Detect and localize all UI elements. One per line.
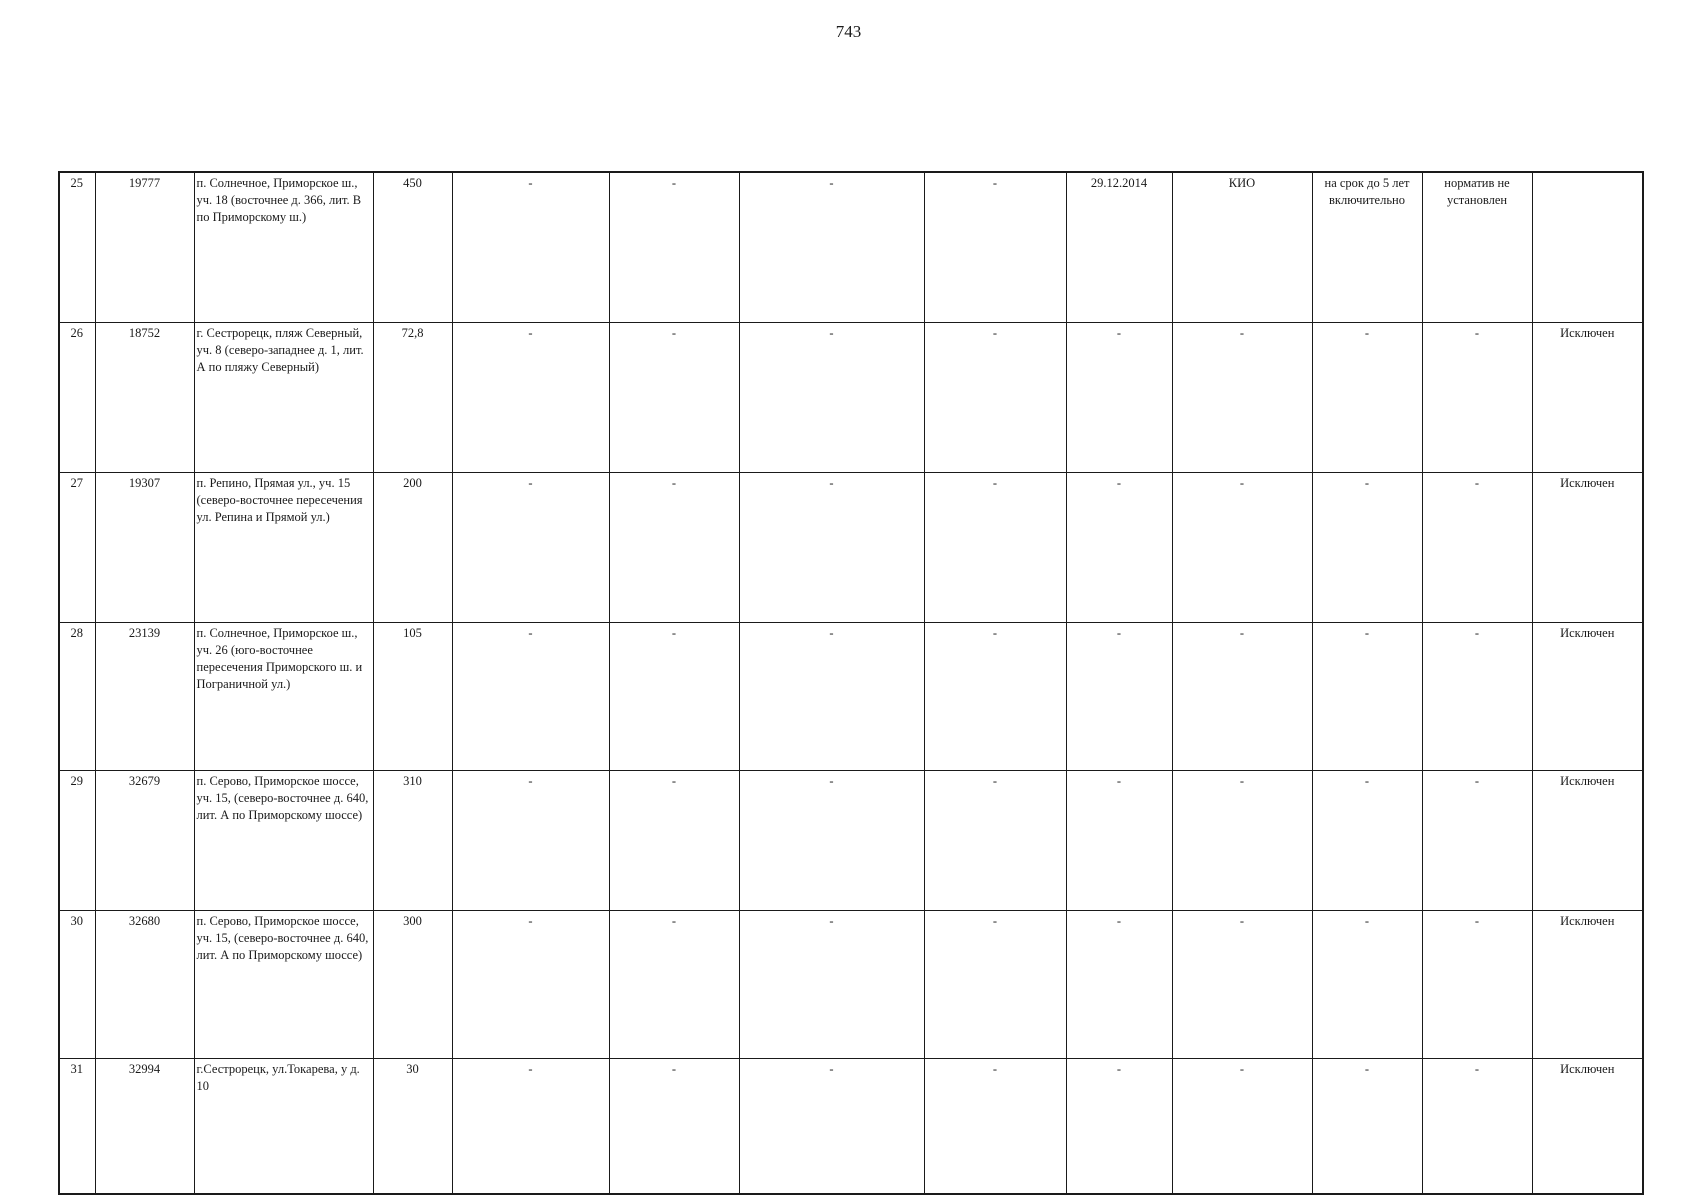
cell-col7: -	[739, 172, 924, 322]
norm: норматив не установлен	[1422, 172, 1532, 322]
row-number: 26	[59, 322, 95, 472]
cell-col8: -	[924, 1058, 1066, 1194]
area: 30	[373, 1058, 452, 1194]
table-row	[59, 172, 1643, 322]
table-row	[59, 1058, 1643, 1194]
cell-col5: -	[452, 172, 609, 322]
norm: -	[1422, 622, 1532, 770]
cell-col7: -	[739, 322, 924, 472]
cell-col7: -	[739, 472, 924, 622]
address: г.Сестрорецк, ул.Токарева, у д. 10	[194, 1058, 373, 1194]
table-row	[59, 322, 1643, 472]
cell-col6: -	[609, 322, 739, 472]
cell-col7: -	[739, 622, 924, 770]
area: 200	[373, 472, 452, 622]
cell-col7: -	[739, 910, 924, 1058]
organization: -	[1172, 770, 1312, 910]
object-id: 23139	[95, 622, 194, 770]
norm: -	[1422, 1058, 1532, 1194]
table-row	[59, 770, 1643, 910]
cell-col8: -	[924, 770, 1066, 910]
area: 300	[373, 910, 452, 1058]
cell-col6: -	[609, 1058, 739, 1194]
row-number: 30	[59, 910, 95, 1058]
term: -	[1312, 910, 1422, 1058]
address: п. Солнечное, Приморское ш., уч. 26 (юго-восточнее пересечения Приморского ш. и Пограничной ул.)	[194, 622, 373, 770]
row-number: 27	[59, 472, 95, 622]
norm: -	[1422, 910, 1532, 1058]
norm: -	[1422, 322, 1532, 472]
address: п. Солнечное, Приморское ш., уч. 18 (восточнее д. 366, лит. В по Приморскому ш.)	[194, 172, 373, 322]
cell-col5: -	[452, 770, 609, 910]
object-id: 18752	[95, 322, 194, 472]
cell-col6: -	[609, 910, 739, 1058]
cell-col6: -	[609, 172, 739, 322]
row-number: 28	[59, 622, 95, 770]
organization: -	[1172, 472, 1312, 622]
cell-col6: -	[609, 770, 739, 910]
term: на срок до 5 лет включительно	[1312, 172, 1422, 322]
area: 72,8	[373, 322, 452, 472]
status: Исключен	[1532, 322, 1643, 472]
row-number: 25	[59, 172, 95, 322]
object-id: 19777	[95, 172, 194, 322]
address: п. Серово, Приморское шоссе, уч. 15, (северо-восточнее д. 640, лит. А по Приморскому шоссе)	[194, 770, 373, 910]
status: Исключен	[1532, 472, 1643, 622]
cell-col5: -	[452, 1058, 609, 1194]
status: Исключен	[1532, 910, 1643, 1058]
status: Исключен	[1532, 1058, 1643, 1194]
area: 450	[373, 172, 452, 322]
status: Исключен	[1532, 770, 1643, 910]
address: п. Серово, Приморское шоссе, уч. 15, (северо-восточнее д. 640, лит. А по Приморскому шоссе)	[194, 910, 373, 1058]
cell-col8: -	[924, 622, 1066, 770]
cell-col5: -	[452, 622, 609, 770]
date: -	[1066, 770, 1172, 910]
cell-col7: -	[739, 770, 924, 910]
norm: -	[1422, 770, 1532, 910]
organization: КИО	[1172, 172, 1312, 322]
object-id: 32679	[95, 770, 194, 910]
status: Исключен	[1532, 622, 1643, 770]
cell-col8: -	[924, 172, 1066, 322]
term: -	[1312, 622, 1422, 770]
organization: -	[1172, 622, 1312, 770]
date: -	[1066, 1058, 1172, 1194]
organization: -	[1172, 322, 1312, 472]
norm: -	[1422, 472, 1532, 622]
object-id: 32680	[95, 910, 194, 1058]
cell-col6: -	[609, 622, 739, 770]
cell-col8: -	[924, 472, 1066, 622]
date: -	[1066, 322, 1172, 472]
date: -	[1066, 472, 1172, 622]
organization: -	[1172, 910, 1312, 1058]
organization: -	[1172, 1058, 1312, 1194]
row-number: 31	[59, 1058, 95, 1194]
object-id: 19307	[95, 472, 194, 622]
cell-col8: -	[924, 910, 1066, 1058]
page-number: 743	[835, 22, 862, 41]
object-id: 32994	[95, 1058, 194, 1194]
term: -	[1312, 472, 1422, 622]
cell-col6: -	[609, 472, 739, 622]
cell-col5: -	[452, 472, 609, 622]
date: -	[1066, 622, 1172, 770]
date: 29.12.2014	[1066, 172, 1172, 322]
date: -	[1066, 910, 1172, 1058]
status	[1532, 172, 1643, 322]
row-number: 29	[59, 770, 95, 910]
term: -	[1312, 1058, 1422, 1194]
address: г. Сестрорецк, пляж Северный, уч. 8 (северо-западнее д. 1, лит. А по пляжу Северный)	[194, 322, 373, 472]
cell-col8: -	[924, 322, 1066, 472]
term: -	[1312, 770, 1422, 910]
table-row	[59, 910, 1643, 1058]
cell-col5: -	[452, 322, 609, 472]
term: -	[1312, 322, 1422, 472]
area: 105	[373, 622, 452, 770]
table-row	[59, 472, 1643, 622]
address: п. Репино, Прямая ул., уч. 15 (северо-восточнее пересечения ул. Репина и Прямой ул.)	[194, 472, 373, 622]
area: 310	[373, 770, 452, 910]
registry-table	[58, 171, 1644, 1195]
cell-col7: -	[739, 1058, 924, 1194]
cell-col5: -	[452, 910, 609, 1058]
table-row	[59, 622, 1643, 770]
